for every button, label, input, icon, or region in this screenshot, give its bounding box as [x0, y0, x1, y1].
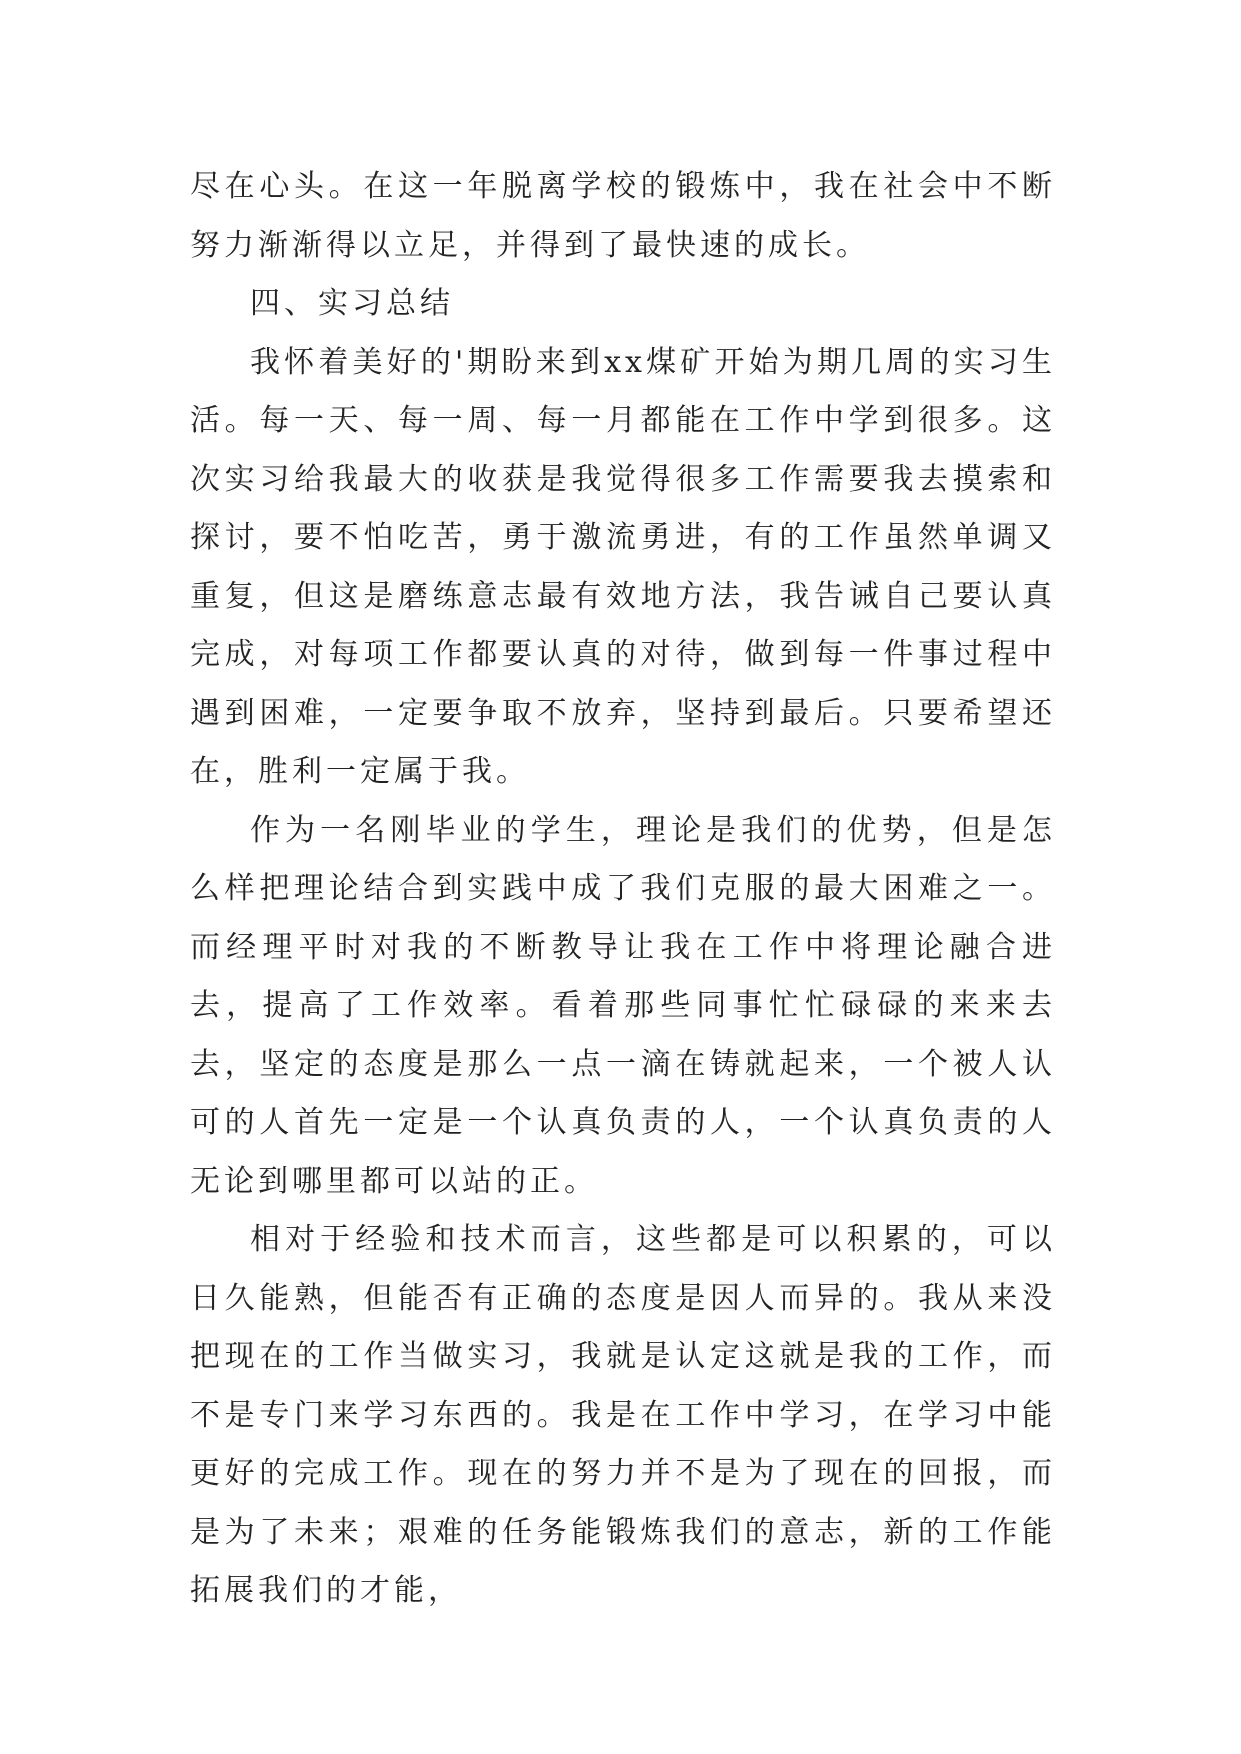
paragraph-theory-practice: 作为一名刚毕业的学生，理论是我们的优势，但是怎么样把理论结合到实践中成了我们克服的最大困难之一。而经理平时对我的不断教导让我在工作中将理论融合进去，提高了工作效率。看着那些同事忙忙碌碌的来来去去，坚定的态度是那么一点一滴在铸就起来，一个被人认可的人首先一定是一个认真负责的人，一个认真负责的人无论到哪里都可以站的正。	[190, 812, 1056, 1199]
document-body	[190, 158, 1056, 1621]
paragraph-attitude: 相对于经验和技术而言，这些都是可以积累的，可以日久能熟，但能否有正确的态度是因人而异的。我从来没把现在的工作当做实习，我就是认定这就是我的工作，而不是专门来学习东西的。我是在工作中学习，在学习中能更好的完成工作。现在的努力并不是为了现在的回报，而是为了未来；艰难的任务能锻炼我们的意志，新的工作能拓展我们的才能，	[190, 1222, 1056, 1608]
paragraph-internship-experience: 我怀着美好的'期盼来到xx煤矿开始为期几周的实习生活。每一天、每一周、每一月都能在工作中学到很多。这次实习给我最大的收获是我觉得很多工作需要我去摸索和探讨，要不怕吃苦，勇于激流勇进，有的工作虽然单调又重复，但这是磨练意志最有效地方法，我告诫自己要认真完成，对每项工作都要认真的对待，做到每一件事过程中遇到困难，一定要争取不放弃，坚持到最后。只要希望还在，胜利一定属于我。	[190, 344, 1056, 789]
section-heading-internship-summary: 四、实习总结	[250, 286, 454, 321]
paragraph-continuation: 尽在心头。在这一年脱离学校的锻炼中，我在社会中不断努力渐渐得以立足，并得到了最快速的成长。	[190, 169, 1056, 263]
